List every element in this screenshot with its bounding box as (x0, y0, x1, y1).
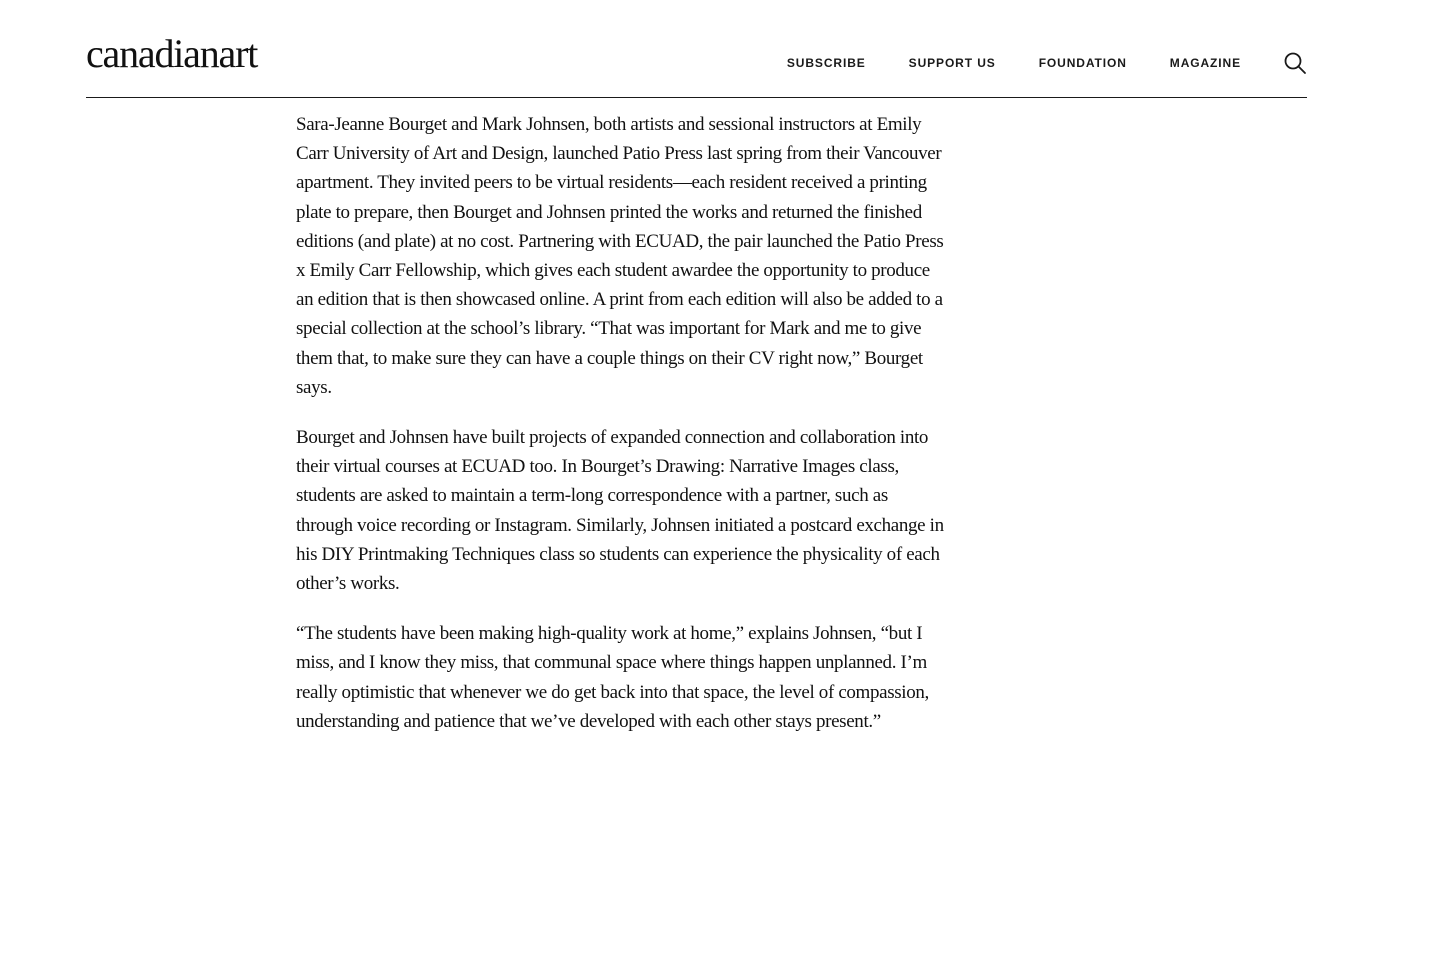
nav-support-us[interactable]: SUPPORT US (908, 56, 996, 70)
nav-subscribe[interactable]: SUBSCRIBE (786, 56, 866, 70)
nav-magazine[interactable]: MAGAZINE (1169, 56, 1241, 70)
nav-foundation[interactable]: FOUNDATION (1038, 56, 1127, 70)
main-nav (787, 50, 1307, 76)
article-body (296, 110, 944, 757)
site-logo[interactable]: canadianart (86, 31, 258, 76)
site-header (86, 0, 1307, 98)
article-paragraph: “The students have been making high-quality work at home,” explains Johnsen, “but I miss, and I know they miss, that communal space where things happen unplanned. I’m really optimistic that whenever we do get back into that space, the level of compassion, understanding and patience that we’ve developed with each other stays present.” (296, 623, 929, 732)
search-icon[interactable] (1283, 51, 1307, 75)
article-paragraph: Sara-Jeanne Bourget and Mark Johnsen, both artists and sessional instructors at Emily Carr University of Art and Design, launched Patio Press last spring from their Vancouver apartment. They invited peers to be virtual residents—each resident received a printing plate to prepare, then Bourget and Johnsen printed the works and returned the finished editions (and plate) at no cost. Partnering with ECUAD, the pair launched the Patio Press x Emily Carr Fellowship, which gives each student awardee the opportunity to produce an edition that is then showcased online. A print from each edition will also be added to a special collection at the school’s library. “That was important for Mark and me to give them that, to make sure they can have a couple things on their CV right now,” Bourget says. (296, 114, 944, 398)
article-paragraph: Bourget and Johnsen have built projects of expanded connection and collaboration into their virtual courses at ECUAD too. In Bourget’s Drawing: Narrative Images class, students are asked to maintain a term-long correspondence with a partner, such as through voice recording or Instagram. Similarly, Johnsen initiated a postcard exchange in his DIY Printmaking Techniques class so students can experience the physicality of each other’s works. (296, 427, 944, 595)
